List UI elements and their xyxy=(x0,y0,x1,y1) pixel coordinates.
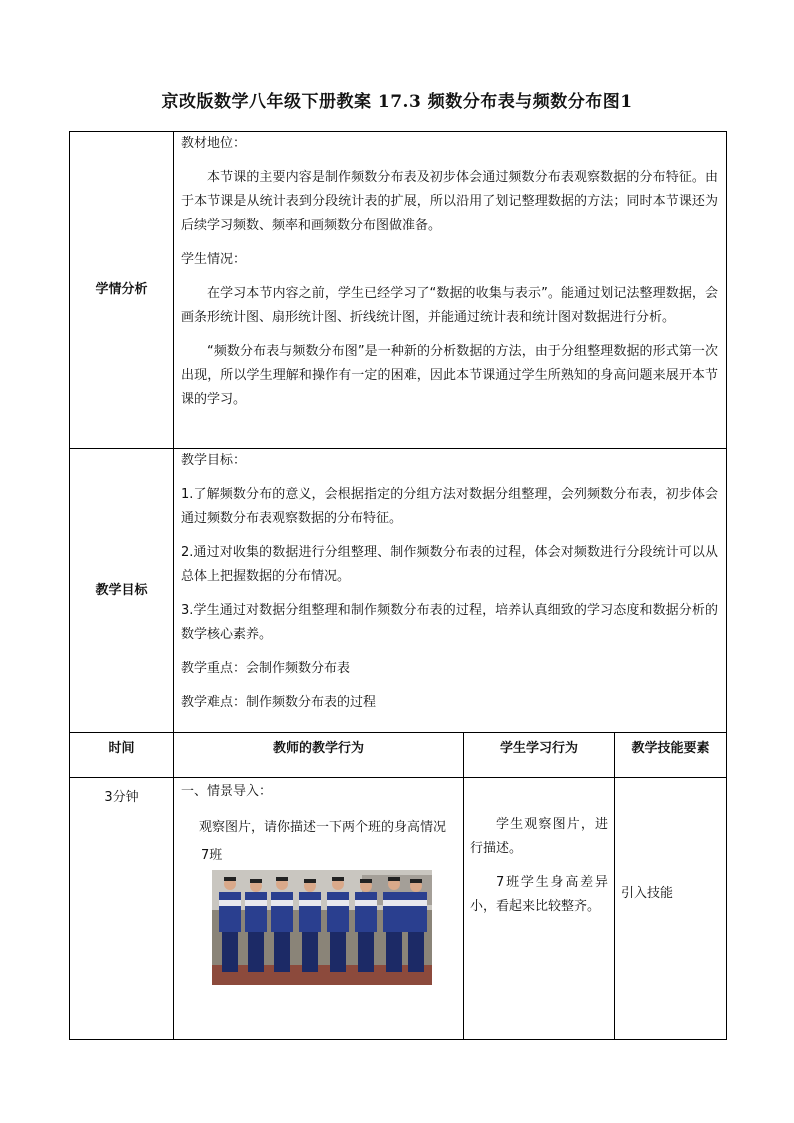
class-photo xyxy=(212,870,432,985)
header-student: 学生学习行为 xyxy=(464,733,615,778)
student-situation-heading: 学生情况： xyxy=(181,252,247,267)
page-title: 京改版数学八年级下册教案 17.3 频数分布表与频数分布图1 xyxy=(161,92,633,112)
class-label: 7班 xyxy=(201,848,223,863)
goal-item: 2.通过对收集的数据进行分组整理、制作频数分布表的过程，体会对频数进行分段统计可以从总体上把握数据的分布情况。 xyxy=(181,545,719,584)
student-cell xyxy=(464,778,615,1040)
analysis-row xyxy=(70,132,727,449)
goals-label: 教学目标 xyxy=(70,449,174,733)
goals-content xyxy=(174,449,727,733)
teaching-difficulty: 教学难点：制作频数分布表的过程 xyxy=(181,695,377,710)
skill-label: 引入技能 xyxy=(621,886,674,901)
textbook-position-heading: 教材地位： xyxy=(181,136,247,151)
header-teacher: 教师的教学行为 xyxy=(174,733,464,778)
analysis-label: 学情分析 xyxy=(70,132,174,449)
time-cell: 3分钟 xyxy=(70,778,174,1040)
observation-prompt: 观察图片，请你描述一下两个班的身高情况 xyxy=(199,820,447,835)
header-time: 时间 xyxy=(70,733,174,778)
textbook-position-text: 本节课的主要内容是制作频数分布表及初步体会通过频数分布表观察数据的分布特征。由于本节课是从统计表到分段统计表的扩展，所以沿用了划记整理数据的方法；同时本节课还为后续学习频数、频率和画频数分布图做准备。 xyxy=(181,170,719,233)
column-header-row xyxy=(70,733,727,778)
header-skill: 教学技能要素 xyxy=(615,733,727,778)
student-situation-text: 在学习本节内容之前，学生已经学习了“数据的收集与表示”。能通过划记法整理数据，会画条形统计图、扇形统计图、折线统计图，并能通过统计表和统计图对数据进行分析。 xyxy=(181,286,719,325)
goals-heading: 教学目标： xyxy=(181,453,247,468)
analysis-content xyxy=(174,132,727,449)
goal-item: 1.了解频数分布的意义，会根据指定的分组方法对数据分组整理，会列频数分布表，初步体会通过频数分布表观察数据的分布特征。 xyxy=(181,487,719,526)
section-heading: 一、情景导入： xyxy=(181,784,273,799)
goal-item: 3.学生通过对数据分组整理和制作频数分布表的过程，培养认真细致的学习态度和数据分析的数学核心素养。 xyxy=(181,603,719,642)
table-row xyxy=(70,778,727,1040)
lesson-plan-table xyxy=(69,131,727,1040)
teaching-key-point: 教学重点：会制作频数分布表 xyxy=(181,661,351,676)
teacher-cell xyxy=(174,778,464,1040)
student-activity: 学生观察图片，进行描述。 xyxy=(470,817,608,856)
student-observation: 7班学生身高差异小，看起来比较整齐。 xyxy=(470,875,608,914)
difficulty-context-text: “频数分布表与频数分布图”是一种新的分析数据的方法，由于分组整理数据的形式第一次出现，所以学生理解和操作有一定的困难，因此本节课通过学生所熟知的身高问题来展开本节课的学习。 xyxy=(181,344,719,407)
goals-row xyxy=(70,449,727,733)
skill-cell xyxy=(615,778,727,1040)
